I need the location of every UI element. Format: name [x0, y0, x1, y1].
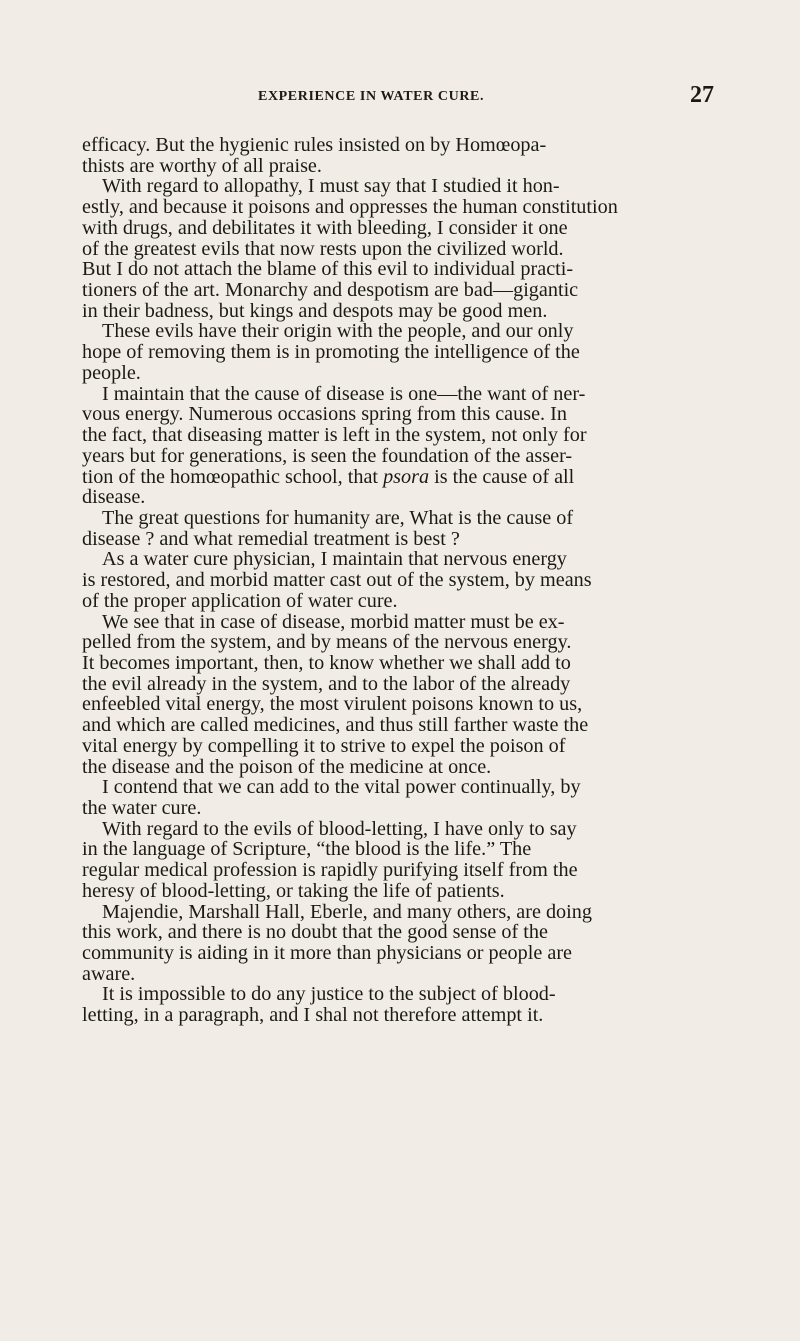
body-text [82, 135, 722, 1026]
text-line: years but for generations, is seen the foundation of the asser- [82, 444, 573, 467]
italic-term: psora [383, 465, 430, 488]
text-line: in the language of Scripture, “the blood is the life.” The [82, 838, 532, 861]
text-line: It becomes important, then, to know whether we shall add to [82, 651, 571, 674]
text-line: disease ? and what remedial treatment is best ? [82, 527, 460, 550]
text-line-with-italic [82, 467, 722, 488]
paragraph-start-line: These evils have their origin with the people, and our only [102, 320, 574, 343]
paragraph-start-line: The great questions for humanity are, What is the cause of [102, 506, 574, 529]
paragraph-start-line: We see that in case of disease, morbid matter must be ex- [102, 610, 565, 633]
paragraph-start-line: With regard to allopathy, I must say that I studied it hon- [102, 175, 560, 198]
page-header [0, 82, 800, 112]
text-line: heresy of blood-letting, or taking the life of patients. [82, 879, 505, 902]
text-line: in their badness, but kings and despots may be good men. [82, 299, 548, 322]
paragraph-start-line: Majendie, Marshall Hall, Eberle, and many others, are doing [102, 900, 592, 923]
text-line: vital energy by compelling it to strive to expel the poison of [82, 734, 566, 757]
text-line: with drugs, and debilitates it with bleeding, I consider it one [82, 216, 568, 239]
text-line: the fact, that diseasing matter is left in the system, not only for [82, 424, 587, 447]
text-line: the disease and the poison of the medicine at once. [82, 755, 492, 778]
text-line: enfeebled vital energy, the most virulent poisons known to us, [82, 693, 583, 716]
page-number: 27 [690, 82, 714, 108]
text-line: disease. [82, 486, 146, 509]
text-line: But I do not attach the blame of this evil to individual practi- [82, 258, 574, 281]
paragraph-start-line: I maintain that the cause of disease is one—the want of ner- [102, 382, 586, 405]
text-line: aware. [82, 962, 136, 985]
text-line: community is aiding in it more than physicians or people are [82, 942, 573, 965]
text-line: efficacy. But the hygienic rules insisted on by Homœopa- [82, 134, 547, 156]
text-line: of the proper application of water cure. [82, 589, 398, 612]
text-line: the water cure. [82, 797, 202, 819]
text-line: tioners of the art. Monarchy and despotism are bad—gigantic [82, 279, 579, 302]
text-segment: tion of the homœopathic school, that [82, 465, 384, 488]
running-title: EXPERIENCE IN WATER CURE. [258, 89, 485, 104]
paragraph-start-line: It is impossible to do any justice to the subject of blood- [102, 983, 556, 1006]
text-line: letting, in a paragraph, and I shal not therefore attempt it. [82, 1004, 544, 1027]
text-line: is restored, and morbid matter cast out of the system, by means [82, 569, 592, 592]
text-line: estly, and because it poisons and oppresses the human constitution [82, 196, 618, 219]
text-line: the evil already in the system, and to the labor of the already [82, 672, 571, 695]
text-line: regular medical profession is rapidly purifying itself from the [82, 859, 578, 882]
text-line: hope of removing them is in promoting the intelligence of the [82, 341, 580, 364]
text-line: and which are called medicines, and thus still farther waste the [82, 714, 589, 737]
text-segment: is the cause of all [429, 465, 575, 488]
paragraph-start-line: With regard to the evils of blood-letting, I have only to say [102, 817, 577, 840]
paragraph-start-line: As a water cure physician, I maintain that nervous energy [102, 548, 567, 571]
text-line: this work, and there is no doubt that the good sense of the [82, 921, 548, 944]
text-line: pelled from the system, and by means of the nervous energy. [82, 631, 572, 654]
text-line: people. [82, 361, 141, 384]
paragraph-start-line: I contend that we can add to the vital power continually, by [102, 776, 581, 799]
text-line: vous energy. Numerous occasions spring from this cause. In [82, 403, 567, 426]
text-line: thists are worthy of all praise. [82, 154, 322, 177]
text-line: of the greatest evils that now rests upon the civilized world. [82, 237, 564, 260]
